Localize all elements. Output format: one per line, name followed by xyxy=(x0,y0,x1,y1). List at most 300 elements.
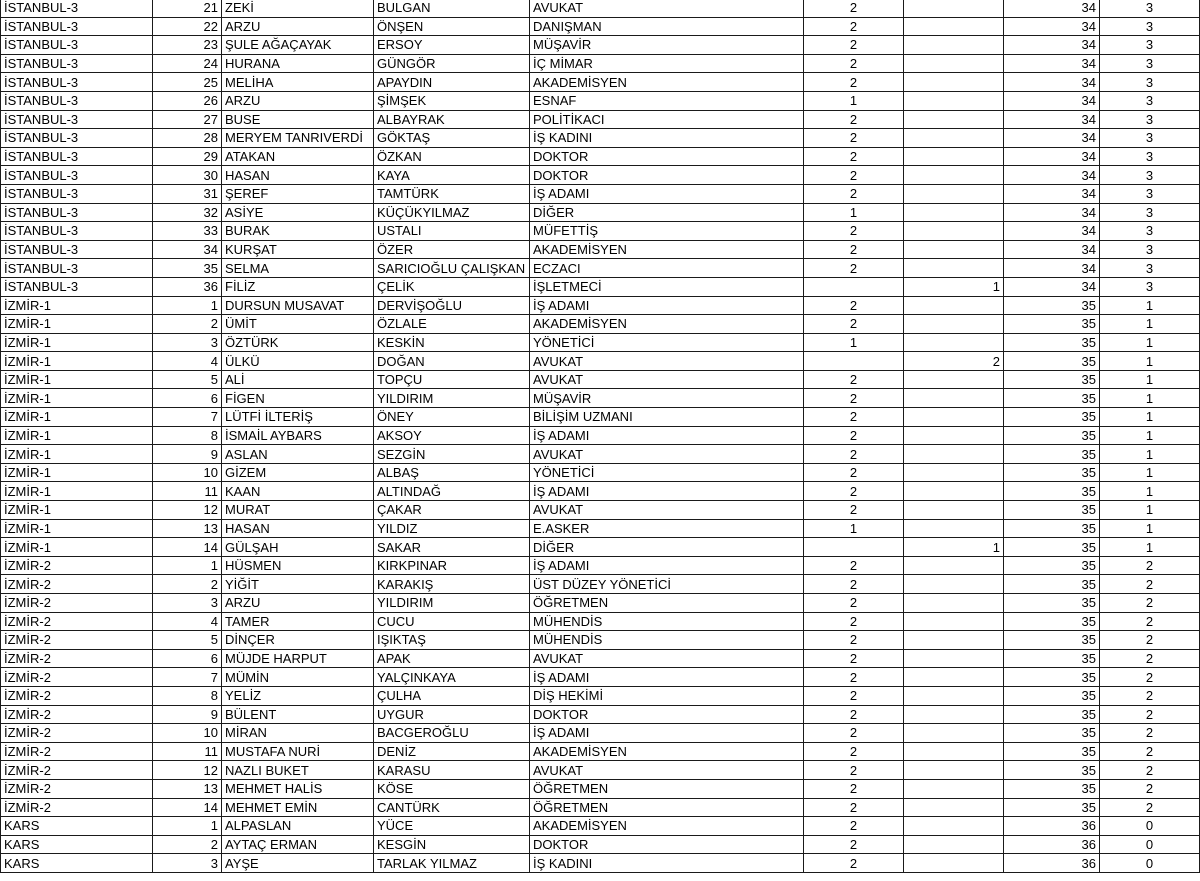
profession-cell[interactable]: YÖNETİCİ xyxy=(530,333,804,352)
gender-code-cell[interactable]: 2 xyxy=(804,556,904,575)
last-name-cell[interactable]: GÖKTAŞ xyxy=(374,129,530,148)
first-name-cell[interactable]: MÜMİN xyxy=(222,668,374,687)
alt-gender-code-cell[interactable]: 1 xyxy=(904,538,1004,557)
gender-code-cell[interactable]: 2 xyxy=(804,129,904,148)
alt-gender-code-cell[interactable] xyxy=(904,315,1004,334)
first-name-cell[interactable]: ŞULE AĞAÇAYAK xyxy=(222,36,374,55)
first-name-cell[interactable]: BURAK xyxy=(222,222,374,241)
profession-cell[interactable]: AVUKAT xyxy=(530,761,804,780)
district-cell[interactable]: İSTANBUL-3 xyxy=(1,91,153,110)
first-name-cell[interactable]: DURSUN MUSAVAT xyxy=(222,296,374,315)
district-no-cell[interactable]: 1 xyxy=(1100,370,1200,389)
plate-code-cell[interactable]: 34 xyxy=(1004,36,1100,55)
rank-cell[interactable]: 30 xyxy=(153,166,222,185)
first-name-cell[interactable]: HASAN xyxy=(222,166,374,185)
rank-cell[interactable]: 26 xyxy=(153,91,222,110)
last-name-cell[interactable]: YILDIRIM xyxy=(374,389,530,408)
last-name-cell[interactable]: ÖNŞEN xyxy=(374,17,530,36)
first-name-cell[interactable]: ALPASLAN xyxy=(222,817,374,836)
district-cell[interactable]: İSTANBUL-3 xyxy=(1,36,153,55)
first-name-cell[interactable]: ARZU xyxy=(222,594,374,613)
last-name-cell[interactable]: GÜNGÖR xyxy=(374,54,530,73)
district-no-cell[interactable]: 2 xyxy=(1100,575,1200,594)
plate-code-cell[interactable]: 36 xyxy=(1004,835,1100,854)
profession-cell[interactable]: MÜHENDİS xyxy=(530,631,804,650)
plate-code-cell[interactable]: 35 xyxy=(1004,594,1100,613)
plate-code-cell[interactable]: 36 xyxy=(1004,854,1100,873)
district-cell[interactable]: İZMİR-1 xyxy=(1,296,153,315)
last-name-cell[interactable]: KÜÇÜKYILMAZ xyxy=(374,203,530,222)
profession-cell[interactable]: AKADEMİSYEN xyxy=(530,315,804,334)
district-cell[interactable]: İSTANBUL-3 xyxy=(1,259,153,278)
plate-code-cell[interactable]: 35 xyxy=(1004,482,1100,501)
district-cell[interactable]: İSTANBUL-3 xyxy=(1,147,153,166)
district-no-cell[interactable]: 2 xyxy=(1100,742,1200,761)
district-cell[interactable]: İZMİR-2 xyxy=(1,631,153,650)
gender-code-cell[interactable]: 2 xyxy=(804,36,904,55)
gender-code-cell[interactable]: 2 xyxy=(804,259,904,278)
alt-gender-code-cell[interactable] xyxy=(904,370,1004,389)
plate-code-cell[interactable]: 34 xyxy=(1004,147,1100,166)
rank-cell[interactable]: 3 xyxy=(153,333,222,352)
district-cell[interactable]: KARS xyxy=(1,854,153,873)
profession-cell[interactable]: DİĞER xyxy=(530,203,804,222)
rank-cell[interactable]: 21 xyxy=(153,0,222,17)
rank-cell[interactable]: 2 xyxy=(153,835,222,854)
last-name-cell[interactable]: TARLAK YILMAZ xyxy=(374,854,530,873)
first-name-cell[interactable]: YELİZ xyxy=(222,686,374,705)
first-name-cell[interactable]: NAZLI BUKET xyxy=(222,761,374,780)
last-name-cell[interactable]: ALTINDAĞ xyxy=(374,482,530,501)
first-name-cell[interactable]: BÜLENT xyxy=(222,705,374,724)
plate-code-cell[interactable]: 34 xyxy=(1004,259,1100,278)
alt-gender-code-cell[interactable] xyxy=(904,184,1004,203)
rank-cell[interactable]: 9 xyxy=(153,445,222,464)
gender-code-cell[interactable] xyxy=(804,538,904,557)
last-name-cell[interactable]: SAKAR xyxy=(374,538,530,557)
rank-cell[interactable]: 13 xyxy=(153,519,222,538)
gender-code-cell[interactable]: 2 xyxy=(804,0,904,17)
plate-code-cell[interactable]: 35 xyxy=(1004,556,1100,575)
district-no-cell[interactable]: 3 xyxy=(1100,147,1200,166)
rank-cell[interactable]: 1 xyxy=(153,817,222,836)
first-name-cell[interactable]: SELMA xyxy=(222,259,374,278)
district-cell[interactable]: İZMİR-1 xyxy=(1,352,153,371)
plate-code-cell[interactable]: 35 xyxy=(1004,631,1100,650)
gender-code-cell[interactable]: 2 xyxy=(804,389,904,408)
district-cell[interactable]: İSTANBUL-3 xyxy=(1,240,153,259)
rank-cell[interactable]: 10 xyxy=(153,463,222,482)
profession-cell[interactable]: İŞ KADINI xyxy=(530,854,804,873)
last-name-cell[interactable]: BACGEROĞLU xyxy=(374,724,530,743)
alt-gender-code-cell[interactable] xyxy=(904,612,1004,631)
rank-cell[interactable]: 7 xyxy=(153,408,222,427)
last-name-cell[interactable]: ÖZER xyxy=(374,240,530,259)
gender-code-cell[interactable]: 2 xyxy=(804,668,904,687)
plate-code-cell[interactable]: 35 xyxy=(1004,370,1100,389)
first-name-cell[interactable]: ATAKAN xyxy=(222,147,374,166)
district-cell[interactable]: İZMİR-2 xyxy=(1,668,153,687)
profession-cell[interactable]: ESNAF xyxy=(530,91,804,110)
rank-cell[interactable]: 2 xyxy=(153,575,222,594)
district-no-cell[interactable]: 3 xyxy=(1100,91,1200,110)
profession-cell[interactable]: AVUKAT xyxy=(530,649,804,668)
rank-cell[interactable]: 14 xyxy=(153,538,222,557)
gender-code-cell[interactable]: 2 xyxy=(804,575,904,594)
district-cell[interactable]: İZMİR-1 xyxy=(1,519,153,538)
first-name-cell[interactable]: HASAN xyxy=(222,519,374,538)
gender-code-cell[interactable]: 2 xyxy=(804,761,904,780)
gender-code-cell[interactable]: 2 xyxy=(804,445,904,464)
plate-code-cell[interactable]: 35 xyxy=(1004,445,1100,464)
plate-code-cell[interactable]: 34 xyxy=(1004,73,1100,92)
district-cell[interactable]: İSTANBUL-3 xyxy=(1,203,153,222)
first-name-cell[interactable]: KAAN xyxy=(222,482,374,501)
alt-gender-code-cell[interactable] xyxy=(904,742,1004,761)
district-no-cell[interactable]: 0 xyxy=(1100,817,1200,836)
profession-cell[interactable]: YÖNETİCİ xyxy=(530,463,804,482)
district-cell[interactable]: İSTANBUL-3 xyxy=(1,277,153,296)
district-cell[interactable]: İZMİR-1 xyxy=(1,426,153,445)
district-cell[interactable]: İSTANBUL-3 xyxy=(1,166,153,185)
last-name-cell[interactable]: KAYA xyxy=(374,166,530,185)
district-no-cell[interactable]: 3 xyxy=(1100,184,1200,203)
gender-code-cell[interactable]: 2 xyxy=(804,54,904,73)
district-no-cell[interactable]: 3 xyxy=(1100,110,1200,129)
alt-gender-code-cell[interactable] xyxy=(904,445,1004,464)
last-name-cell[interactable]: KIRKPINAR xyxy=(374,556,530,575)
alt-gender-code-cell[interactable] xyxy=(904,761,1004,780)
first-name-cell[interactable]: GİZEM xyxy=(222,463,374,482)
last-name-cell[interactable]: ÇAKAR xyxy=(374,501,530,520)
profession-cell[interactable]: ÜST DÜZEY YÖNETİCİ xyxy=(530,575,804,594)
plate-code-cell[interactable]: 35 xyxy=(1004,352,1100,371)
profession-cell[interactable]: İŞ ADAMI xyxy=(530,724,804,743)
alt-gender-code-cell[interactable] xyxy=(904,817,1004,836)
first-name-cell[interactable]: MERYEM TANRIVERDİ xyxy=(222,129,374,148)
plate-code-cell[interactable]: 35 xyxy=(1004,315,1100,334)
rank-cell[interactable]: 27 xyxy=(153,110,222,129)
rank-cell[interactable]: 8 xyxy=(153,686,222,705)
district-no-cell[interactable]: 2 xyxy=(1100,668,1200,687)
first-name-cell[interactable]: MEHMET EMİN xyxy=(222,798,374,817)
district-no-cell[interactable]: 2 xyxy=(1100,761,1200,780)
plate-code-cell[interactable]: 34 xyxy=(1004,240,1100,259)
last-name-cell[interactable]: APAK xyxy=(374,649,530,668)
rank-cell[interactable]: 9 xyxy=(153,705,222,724)
district-no-cell[interactable]: 1 xyxy=(1100,352,1200,371)
district-no-cell[interactable]: 2 xyxy=(1100,798,1200,817)
last-name-cell[interactable]: ALBAŞ xyxy=(374,463,530,482)
gender-code-cell[interactable]: 2 xyxy=(804,612,904,631)
district-cell[interactable]: İSTANBUL-3 xyxy=(1,110,153,129)
first-name-cell[interactable]: AYŞE xyxy=(222,854,374,873)
alt-gender-code-cell[interactable] xyxy=(904,240,1004,259)
district-no-cell[interactable]: 3 xyxy=(1100,73,1200,92)
profession-cell[interactable]: İŞ ADAMI xyxy=(530,296,804,315)
first-name-cell[interactable]: YİĞİT xyxy=(222,575,374,594)
district-no-cell[interactable]: 1 xyxy=(1100,408,1200,427)
profession-cell[interactable]: MÜŞAVİR xyxy=(530,36,804,55)
last-name-cell[interactable]: TOPÇU xyxy=(374,370,530,389)
rank-cell[interactable]: 10 xyxy=(153,724,222,743)
profession-cell[interactable]: AVUKAT xyxy=(530,501,804,520)
rank-cell[interactable]: 3 xyxy=(153,854,222,873)
district-cell[interactable]: İZMİR-1 xyxy=(1,538,153,557)
plate-code-cell[interactable]: 34 xyxy=(1004,166,1100,185)
gender-code-cell[interactable]: 2 xyxy=(804,817,904,836)
first-name-cell[interactable]: ALİ xyxy=(222,370,374,389)
alt-gender-code-cell[interactable] xyxy=(904,426,1004,445)
first-name-cell[interactable]: DİNÇER xyxy=(222,631,374,650)
first-name-cell[interactable]: BUSE xyxy=(222,110,374,129)
first-name-cell[interactable]: ÜLKÜ xyxy=(222,352,374,371)
plate-code-cell[interactable]: 35 xyxy=(1004,389,1100,408)
profession-cell[interactable]: AVUKAT xyxy=(530,0,804,17)
district-cell[interactable]: İSTANBUL-3 xyxy=(1,17,153,36)
plate-code-cell[interactable]: 35 xyxy=(1004,463,1100,482)
district-cell[interactable]: İZMİR-2 xyxy=(1,686,153,705)
rank-cell[interactable]: 13 xyxy=(153,779,222,798)
last-name-cell[interactable]: KÖSE xyxy=(374,779,530,798)
district-cell[interactable]: İZMİR-2 xyxy=(1,649,153,668)
district-cell[interactable]: İSTANBUL-3 xyxy=(1,129,153,148)
district-no-cell[interactable]: 3 xyxy=(1100,277,1200,296)
gender-code-cell[interactable]: 2 xyxy=(804,742,904,761)
profession-cell[interactable]: DOKTOR xyxy=(530,166,804,185)
rank-cell[interactable]: 33 xyxy=(153,222,222,241)
plate-code-cell[interactable]: 35 xyxy=(1004,705,1100,724)
first-name-cell[interactable]: MURAT xyxy=(222,501,374,520)
profession-cell[interactable]: AKADEMİSYEN xyxy=(530,742,804,761)
rank-cell[interactable]: 12 xyxy=(153,761,222,780)
alt-gender-code-cell[interactable] xyxy=(904,649,1004,668)
first-name-cell[interactable]: TAMER xyxy=(222,612,374,631)
gender-code-cell[interactable]: 2 xyxy=(804,798,904,817)
rank-cell[interactable]: 36 xyxy=(153,277,222,296)
first-name-cell[interactable]: FİLİZ xyxy=(222,277,374,296)
gender-code-cell[interactable]: 2 xyxy=(804,594,904,613)
district-cell[interactable]: KARS xyxy=(1,835,153,854)
district-cell[interactable]: İZMİR-1 xyxy=(1,445,153,464)
plate-code-cell[interactable]: 35 xyxy=(1004,519,1100,538)
first-name-cell[interactable]: FİGEN xyxy=(222,389,374,408)
rank-cell[interactable]: 35 xyxy=(153,259,222,278)
profession-cell[interactable]: ECZACI xyxy=(530,259,804,278)
gender-code-cell[interactable]: 1 xyxy=(804,203,904,222)
alt-gender-code-cell[interactable] xyxy=(904,203,1004,222)
last-name-cell[interactable]: KARASU xyxy=(374,761,530,780)
gender-code-cell[interactable]: 2 xyxy=(804,501,904,520)
plate-code-cell[interactable]: 35 xyxy=(1004,426,1100,445)
first-name-cell[interactable]: ZEKİ xyxy=(222,0,374,17)
alt-gender-code-cell[interactable] xyxy=(904,854,1004,873)
district-no-cell[interactable]: 3 xyxy=(1100,203,1200,222)
profession-cell[interactable]: ÖĞRETMEN xyxy=(530,798,804,817)
plate-code-cell[interactable]: 35 xyxy=(1004,612,1100,631)
district-cell[interactable]: KARS xyxy=(1,817,153,836)
alt-gender-code-cell[interactable] xyxy=(904,259,1004,278)
plate-code-cell[interactable]: 36 xyxy=(1004,817,1100,836)
gender-code-cell[interactable]: 2 xyxy=(804,705,904,724)
district-no-cell[interactable]: 3 xyxy=(1100,17,1200,36)
profession-cell[interactable]: MÜHENDİS xyxy=(530,612,804,631)
rank-cell[interactable]: 28 xyxy=(153,129,222,148)
district-no-cell[interactable]: 3 xyxy=(1100,36,1200,55)
first-name-cell[interactable]: ARZU xyxy=(222,17,374,36)
plate-code-cell[interactable]: 34 xyxy=(1004,277,1100,296)
district-no-cell[interactable]: 3 xyxy=(1100,129,1200,148)
district-no-cell[interactable]: 1 xyxy=(1100,501,1200,520)
profession-cell[interactable]: BİLİŞİM UZMANI xyxy=(530,408,804,427)
gender-code-cell[interactable]: 2 xyxy=(804,779,904,798)
district-cell[interactable]: İZMİR-2 xyxy=(1,575,153,594)
gender-code-cell[interactable]: 2 xyxy=(804,315,904,334)
first-name-cell[interactable]: MUSTAFA NURİ xyxy=(222,742,374,761)
last-name-cell[interactable]: KESGİN xyxy=(374,835,530,854)
alt-gender-code-cell[interactable] xyxy=(904,668,1004,687)
alt-gender-code-cell[interactable] xyxy=(904,705,1004,724)
rank-cell[interactable]: 6 xyxy=(153,389,222,408)
last-name-cell[interactable]: DENİZ xyxy=(374,742,530,761)
gender-code-cell[interactable]: 1 xyxy=(804,333,904,352)
first-name-cell[interactable]: ASLAN xyxy=(222,445,374,464)
first-name-cell[interactable]: MİRAN xyxy=(222,724,374,743)
profession-cell[interactable]: AVUKAT xyxy=(530,352,804,371)
alt-gender-code-cell[interactable] xyxy=(904,36,1004,55)
district-cell[interactable]: İSTANBUL-3 xyxy=(1,73,153,92)
alt-gender-code-cell[interactable] xyxy=(904,296,1004,315)
district-cell[interactable]: İZMİR-2 xyxy=(1,742,153,761)
rank-cell[interactable]: 3 xyxy=(153,594,222,613)
gender-code-cell[interactable]: 2 xyxy=(804,147,904,166)
district-no-cell[interactable]: 2 xyxy=(1100,686,1200,705)
district-cell[interactable]: İZMİR-1 xyxy=(1,370,153,389)
last-name-cell[interactable]: SEZGİN xyxy=(374,445,530,464)
profession-cell[interactable]: İŞ ADAMI xyxy=(530,556,804,575)
district-no-cell[interactable]: 3 xyxy=(1100,240,1200,259)
alt-gender-code-cell[interactable] xyxy=(904,166,1004,185)
profession-cell[interactable]: İŞ ADAMI xyxy=(530,668,804,687)
rank-cell[interactable]: 12 xyxy=(153,501,222,520)
first-name-cell[interactable]: KURŞAT xyxy=(222,240,374,259)
alt-gender-code-cell[interactable] xyxy=(904,389,1004,408)
gender-code-cell[interactable]: 2 xyxy=(804,408,904,427)
district-no-cell[interactable]: 3 xyxy=(1100,222,1200,241)
plate-code-cell[interactable]: 34 xyxy=(1004,17,1100,36)
plate-code-cell[interactable]: 35 xyxy=(1004,798,1100,817)
gender-code-cell[interactable]: 2 xyxy=(804,296,904,315)
alt-gender-code-cell[interactable] xyxy=(904,631,1004,650)
district-no-cell[interactable]: 1 xyxy=(1100,389,1200,408)
last-name-cell[interactable]: ÇELİK xyxy=(374,277,530,296)
last-name-cell[interactable]: USTALI xyxy=(374,222,530,241)
district-cell[interactable]: İSTANBUL-3 xyxy=(1,0,153,17)
district-cell[interactable]: İSTANBUL-3 xyxy=(1,222,153,241)
district-no-cell[interactable]: 2 xyxy=(1100,705,1200,724)
plate-code-cell[interactable]: 35 xyxy=(1004,501,1100,520)
gender-code-cell[interactable]: 2 xyxy=(804,240,904,259)
plate-code-cell[interactable]: 34 xyxy=(1004,203,1100,222)
rank-cell[interactable]: 31 xyxy=(153,184,222,203)
district-no-cell[interactable]: 2 xyxy=(1100,612,1200,631)
district-no-cell[interactable]: 1 xyxy=(1100,426,1200,445)
rank-cell[interactable]: 11 xyxy=(153,482,222,501)
district-no-cell[interactable]: 1 xyxy=(1100,482,1200,501)
gender-code-cell[interactable]: 2 xyxy=(804,73,904,92)
alt-gender-code-cell[interactable] xyxy=(904,724,1004,743)
first-name-cell[interactable]: AYTAÇ ERMAN xyxy=(222,835,374,854)
last-name-cell[interactable]: CUCU xyxy=(374,612,530,631)
district-no-cell[interactable]: 1 xyxy=(1100,296,1200,315)
profession-cell[interactable]: DOKTOR xyxy=(530,147,804,166)
profession-cell[interactable]: AKADEMİSYEN xyxy=(530,73,804,92)
rank-cell[interactable]: 34 xyxy=(153,240,222,259)
alt-gender-code-cell[interactable] xyxy=(904,482,1004,501)
alt-gender-code-cell[interactable] xyxy=(904,408,1004,427)
plate-code-cell[interactable]: 35 xyxy=(1004,408,1100,427)
plate-code-cell[interactable]: 34 xyxy=(1004,54,1100,73)
profession-cell[interactable]: İŞLETMECİ xyxy=(530,277,804,296)
gender-code-cell[interactable]: 2 xyxy=(804,686,904,705)
plate-code-cell[interactable]: 35 xyxy=(1004,296,1100,315)
rank-cell[interactable]: 25 xyxy=(153,73,222,92)
district-no-cell[interactable]: 1 xyxy=(1100,315,1200,334)
gender-code-cell[interactable]: 2 xyxy=(804,835,904,854)
gender-code-cell[interactable]: 2 xyxy=(804,426,904,445)
district-no-cell[interactable]: 0 xyxy=(1100,835,1200,854)
gender-code-cell[interactable]: 2 xyxy=(804,370,904,389)
gender-code-cell[interactable]: 2 xyxy=(804,724,904,743)
gender-code-cell[interactable] xyxy=(804,277,904,296)
first-name-cell[interactable]: ASİYE xyxy=(222,203,374,222)
alt-gender-code-cell[interactable] xyxy=(904,798,1004,817)
district-no-cell[interactable]: 2 xyxy=(1100,631,1200,650)
district-cell[interactable]: İZMİR-1 xyxy=(1,389,153,408)
profession-cell[interactable]: DANIŞMAN xyxy=(530,17,804,36)
rank-cell[interactable]: 29 xyxy=(153,147,222,166)
first-name-cell[interactable]: LÜTFİ İLTERİŞ xyxy=(222,408,374,427)
plate-code-cell[interactable]: 34 xyxy=(1004,0,1100,17)
gender-code-cell[interactable]: 2 xyxy=(804,17,904,36)
rank-cell[interactable]: 11 xyxy=(153,742,222,761)
plate-code-cell[interactable]: 34 xyxy=(1004,129,1100,148)
last-name-cell[interactable]: KESKİN xyxy=(374,333,530,352)
district-cell[interactable]: İZMİR-2 xyxy=(1,761,153,780)
alt-gender-code-cell[interactable] xyxy=(904,519,1004,538)
last-name-cell[interactable]: YILDIRIM xyxy=(374,594,530,613)
district-no-cell[interactable]: 2 xyxy=(1100,724,1200,743)
alt-gender-code-cell[interactable] xyxy=(904,147,1004,166)
district-no-cell[interactable]: 1 xyxy=(1100,519,1200,538)
plate-code-cell[interactable]: 34 xyxy=(1004,110,1100,129)
alt-gender-code-cell[interactable] xyxy=(904,779,1004,798)
rank-cell[interactable]: 5 xyxy=(153,370,222,389)
last-name-cell[interactable]: ÇULHA xyxy=(374,686,530,705)
alt-gender-code-cell[interactable]: 2 xyxy=(904,352,1004,371)
district-cell[interactable]: İZMİR-1 xyxy=(1,315,153,334)
last-name-cell[interactable]: AKSOY xyxy=(374,426,530,445)
plate-code-cell[interactable]: 35 xyxy=(1004,742,1100,761)
last-name-cell[interactable]: ERSOY xyxy=(374,36,530,55)
district-cell[interactable]: İZMİR-2 xyxy=(1,779,153,798)
alt-gender-code-cell[interactable] xyxy=(904,73,1004,92)
first-name-cell[interactable]: ÜMİT xyxy=(222,315,374,334)
alt-gender-code-cell[interactable] xyxy=(904,17,1004,36)
profession-cell[interactable]: AVUKAT xyxy=(530,370,804,389)
gender-code-cell[interactable]: 2 xyxy=(804,110,904,129)
gender-code-cell[interactable]: 2 xyxy=(804,854,904,873)
